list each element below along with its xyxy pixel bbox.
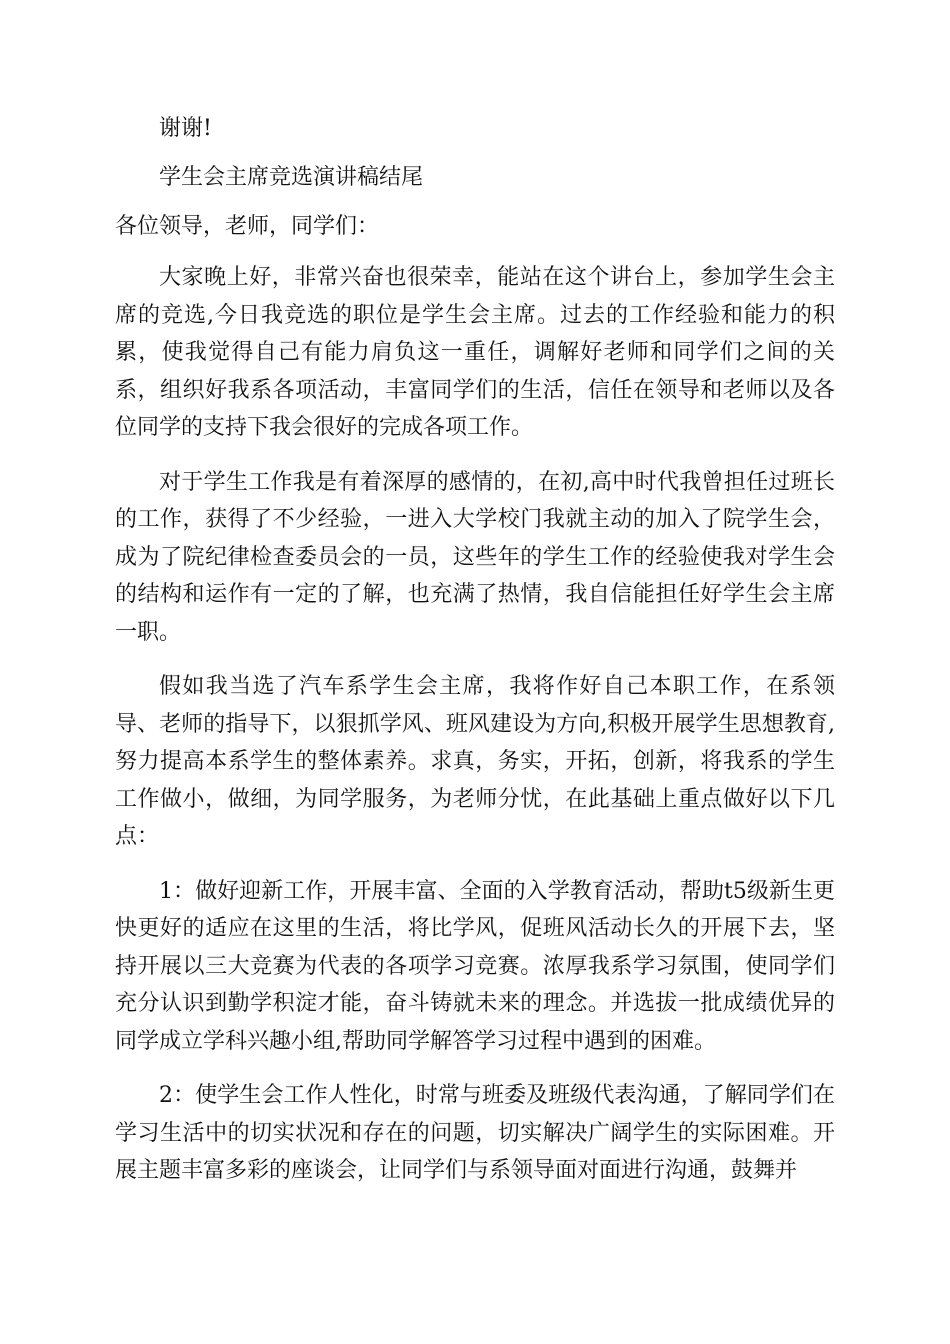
paragraph-plan: 假如我当选了汽车系学生会主席，我将作好自己本职工作，在系领导、老师的指导下，以狠抓学风、班风建设为方向,积极开展学生思想教育,努力提高本系学生的整体素养。求真，务实，开拓，创新，将我系的学生工作做小，做细，为同学服务，为老师分忧，在此基础上重点做好以下几点： bbox=[115, 674, 835, 849]
section-title: 学生会主席竞选演讲稿结尾 bbox=[159, 165, 424, 190]
paragraph-greeting: 大家晚上好，非常兴奋也很荣幸，能站在这个讲台上，参加学生会主席的竞选,今日我竞选的职位是学生会主席。过去的工作经验和能力的积累，使我觉得自己有能力肩负这一重任，调解好老师和同学们之间的关系，组织好我系各项活动，丰富同学们的生活，信任在领导和老师以及各位同学的支持下我会很好的完成各项工作。 bbox=[115, 265, 835, 440]
document-page bbox=[115, 110, 835, 1190]
thanks-line: 谢谢! bbox=[159, 116, 212, 141]
paragraph-experience: 对于学生工作我是有着深厚的感情的，在初,高中时代我曾担任过班长的工作，获得了不少经验，一进入大学校门我就主动的加入了院学生会，成为了院纪律检查委员会的一员，这些年的学生工作的经验使我对学生会的结构和运作有一定的了解，也充满了热情，我自信能担任好学生会主席一职。 bbox=[115, 469, 835, 645]
paragraph-point-2: 2：使学生会工作人性化，时常与班委及班级代表沟通，了解同学们在学习生活中的切实状况和存在的问题，切实解决广阔学生的实际困难。开展主题丰富多彩的座谈会，让同学们与系领导面对面进行沟通，鼓舞并 bbox=[115, 1083, 835, 1183]
salutation: 各位领导，老师，同学们： bbox=[115, 214, 380, 239]
paragraph-point-1: 1：做好迎新工作，开展丰富、全面的入学教育活动，帮助t5级新生更快更好的适应在这里的生活，将比学风，促班风活动长久的开展下去，坚持开展以三大竞赛为代表的各项学习竞赛。浓厚我系学习氛围，使同学们充分认识到勤学积淀才能，奋斗铸就未来的理念。并选拔一批成绩优异的同学成立学科兴趣小组,帮助同学解答学习过程中遇到的困难。 bbox=[115, 878, 835, 1054]
